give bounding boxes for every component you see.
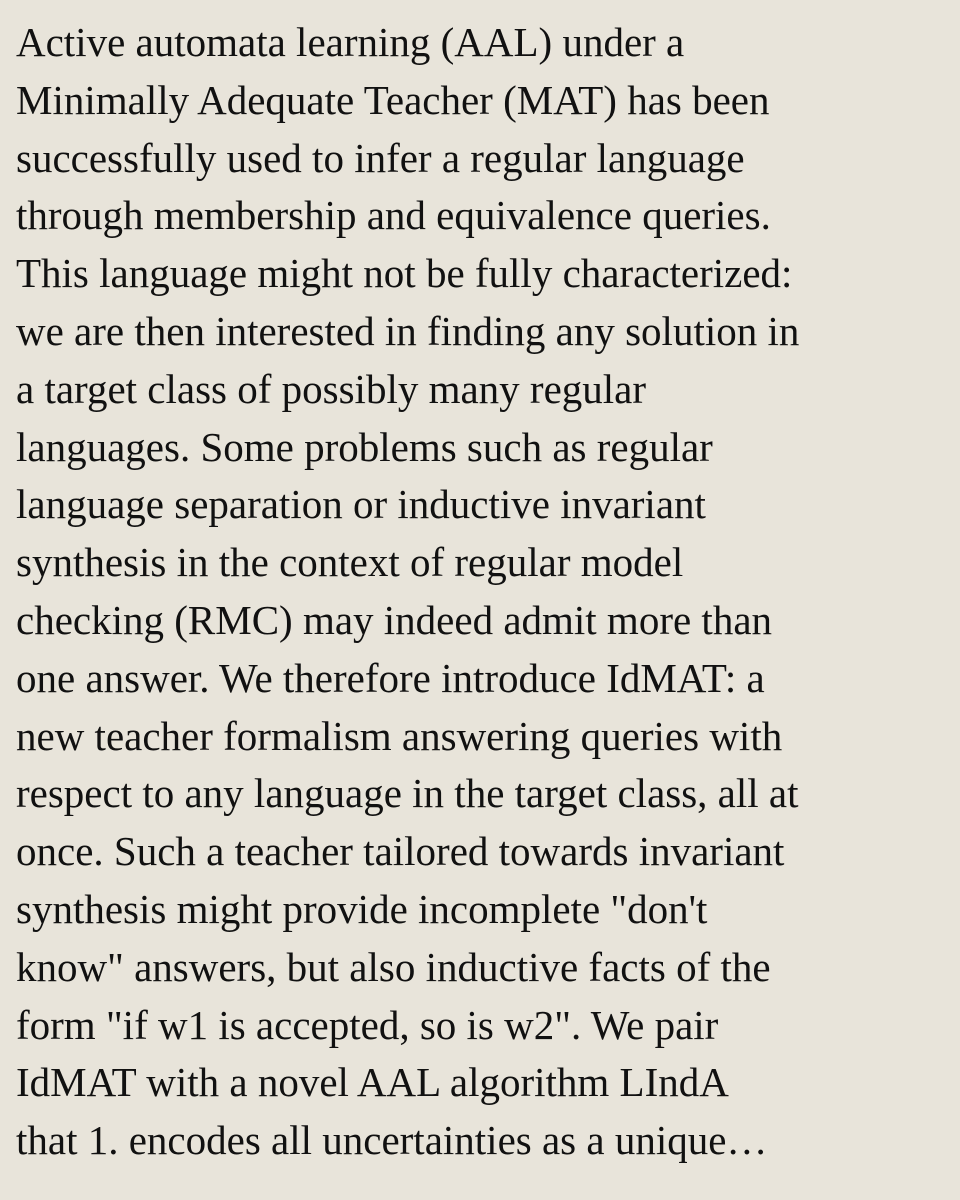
text-line: form "if w1 is accepted, so is w2". We pair (16, 1001, 719, 1048)
text-line: that 1. encodes all uncertainties as a unique… (16, 1117, 768, 1164)
text-line: synthesis might provide incomplete "don't (16, 885, 708, 932)
text-line: through membership and equivalence queries. (16, 192, 771, 239)
text-line: successfully used to infer a regular language (16, 134, 745, 181)
text-line: respect to any language in the target class, all at (16, 770, 799, 817)
text-line: know" answers, but also inductive facts of the (16, 943, 771, 990)
text-line: checking (RMC) may indeed admit more than (16, 596, 773, 643)
text-line: This language might not be fully characterized: (16, 250, 793, 297)
text-line: new teacher formalism answering queries with (16, 712, 783, 759)
text-line: language separation or inductive invariant (16, 481, 706, 528)
text-line: we are then interested in finding any solution in (16, 307, 800, 354)
text-line: IdMAT with a novel AAL algorithm LIndA (16, 1059, 729, 1106)
text-line: Active automata learning (AAL) under a (16, 19, 685, 65)
abstract-paragraph (16, 14, 946, 1170)
text-line: languages. Some problems such as regular (16, 423, 713, 470)
text-line: synthesis in the context of regular model (16, 539, 684, 586)
text-line: Minimally Adequate Teacher (MAT) has been (16, 76, 770, 123)
text-line: once. Such a teacher tailored towards invariant (16, 828, 785, 875)
text-line: one answer. We therefore introduce IdMAT: a (16, 654, 765, 701)
text-line: a target class of possibly many regular (16, 365, 647, 412)
